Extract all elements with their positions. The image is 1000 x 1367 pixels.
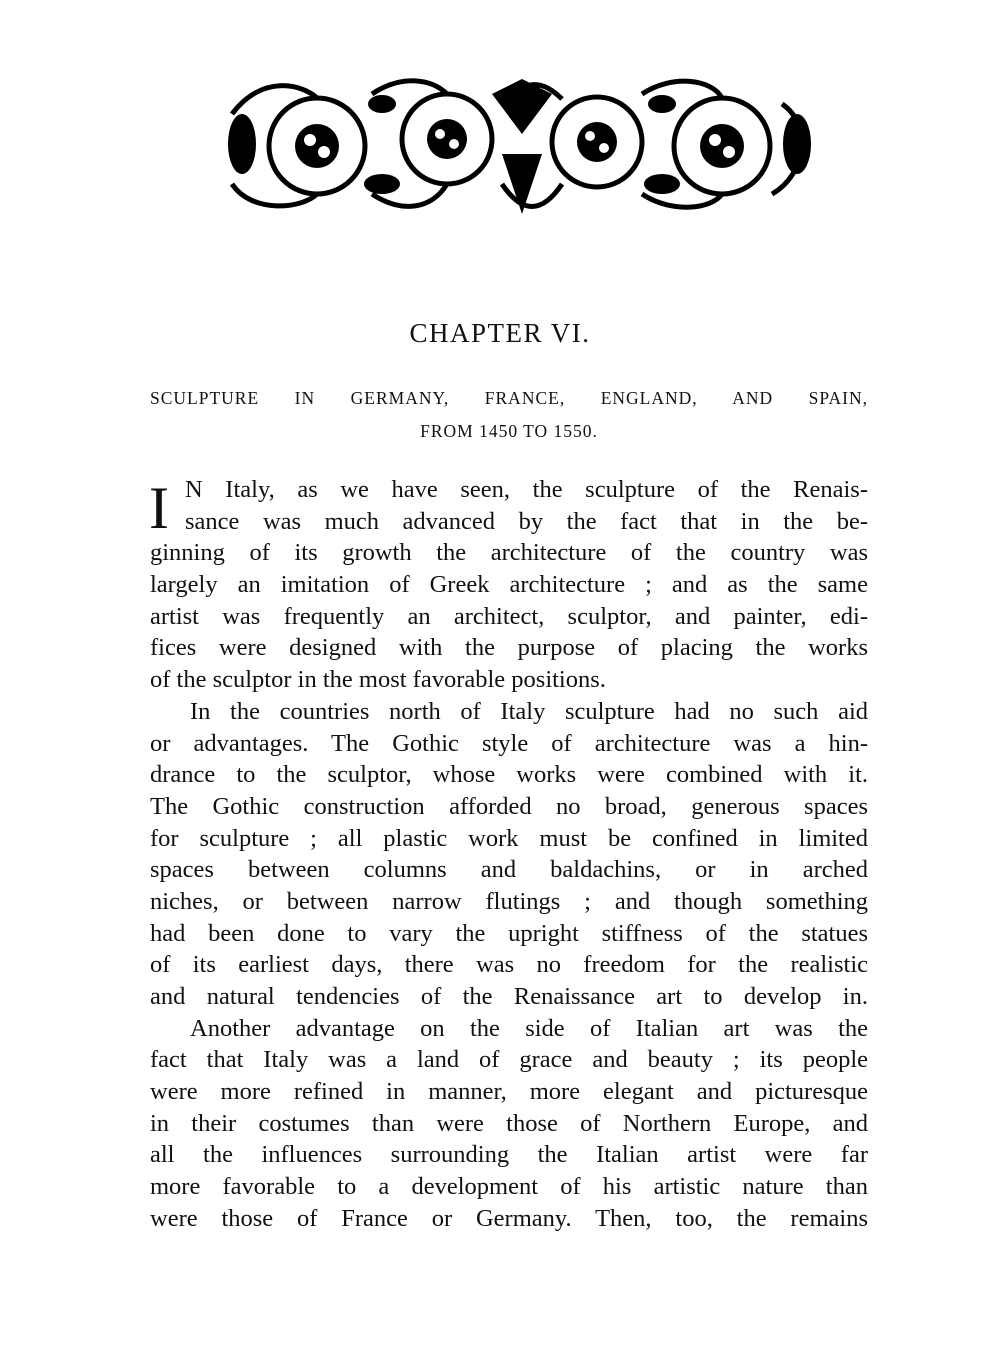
text-line: N Italy, as we have seen, the sculpture of the Renais-: [185, 476, 868, 503]
text-line: fices were designed with the purpose of placing the works: [150, 634, 868, 662]
text-line: for sculpture ; all plastic work must be confined in limited: [150, 824, 868, 852]
chapter-subtitle-line-2: FROM 1450 TO 1550.: [420, 421, 598, 441]
text-line: all the influences surrounding the Italian artist were far: [150, 1141, 868, 1169]
text-line: largely an imitation of Greek architecture ; and as the same: [150, 571, 868, 599]
text-line: In the countries north of Italy sculpture had no such aid: [190, 697, 868, 725]
body-text: [150, 474, 868, 1235]
text-line: and natural tendencies of the Renaissance art to develop in.: [150, 983, 868, 1010]
text-line: spaces between columns and baldachins, or in arched: [150, 856, 868, 884]
text-line: sance was much advanced by the fact that in the be-: [185, 507, 868, 535]
text-line: had been done to vary the upright stiffness of the statues: [150, 919, 868, 947]
text-line: ginning of its growth the architecture of the country was: [150, 539, 868, 567]
text-line: of its earliest days, there was no freedom for the realistic: [150, 951, 868, 979]
chapter-title: CHAPTER VI.: [409, 318, 591, 348]
text-line: niches, or between narrow flutings ; and though something: [150, 887, 868, 915]
text-line: drance to the sculptor, whose works were combined with it.: [150, 761, 868, 789]
floral-headpiece-ornament-icon: [222, 74, 816, 216]
drop-cap: I: [149, 475, 169, 541]
text-line: in their costumes than were those of Northern Europe, and: [150, 1109, 868, 1137]
text-line: were more refined in manner, more elegant and picturesque: [150, 1078, 868, 1106]
text-line: more favorable to a development of his artistic nature than: [150, 1173, 868, 1201]
text-line: of the sculptor in the most favorable positions.: [150, 666, 606, 694]
text-line: artist was frequently an architect, sculptor, and painter, edi-: [150, 602, 868, 630]
text-line: Another advantage on the side of Italian art was the: [190, 1014, 868, 1042]
text-line: were those of France or Germany. Then, too, the remains: [150, 1204, 868, 1232]
chapter-subtitle-line-1: SCULPTURE IN GERMANY, FRANCE, ENGLAND, AND SPAIN,: [150, 388, 868, 408]
text-line: or advantages. The Gothic style of architecture was a hin-: [150, 729, 868, 757]
text-line: The Gothic construction afforded no broad, generous spaces: [150, 792, 868, 820]
text-line: fact that Italy was a land of grace and beauty ; its people: [150, 1046, 868, 1074]
